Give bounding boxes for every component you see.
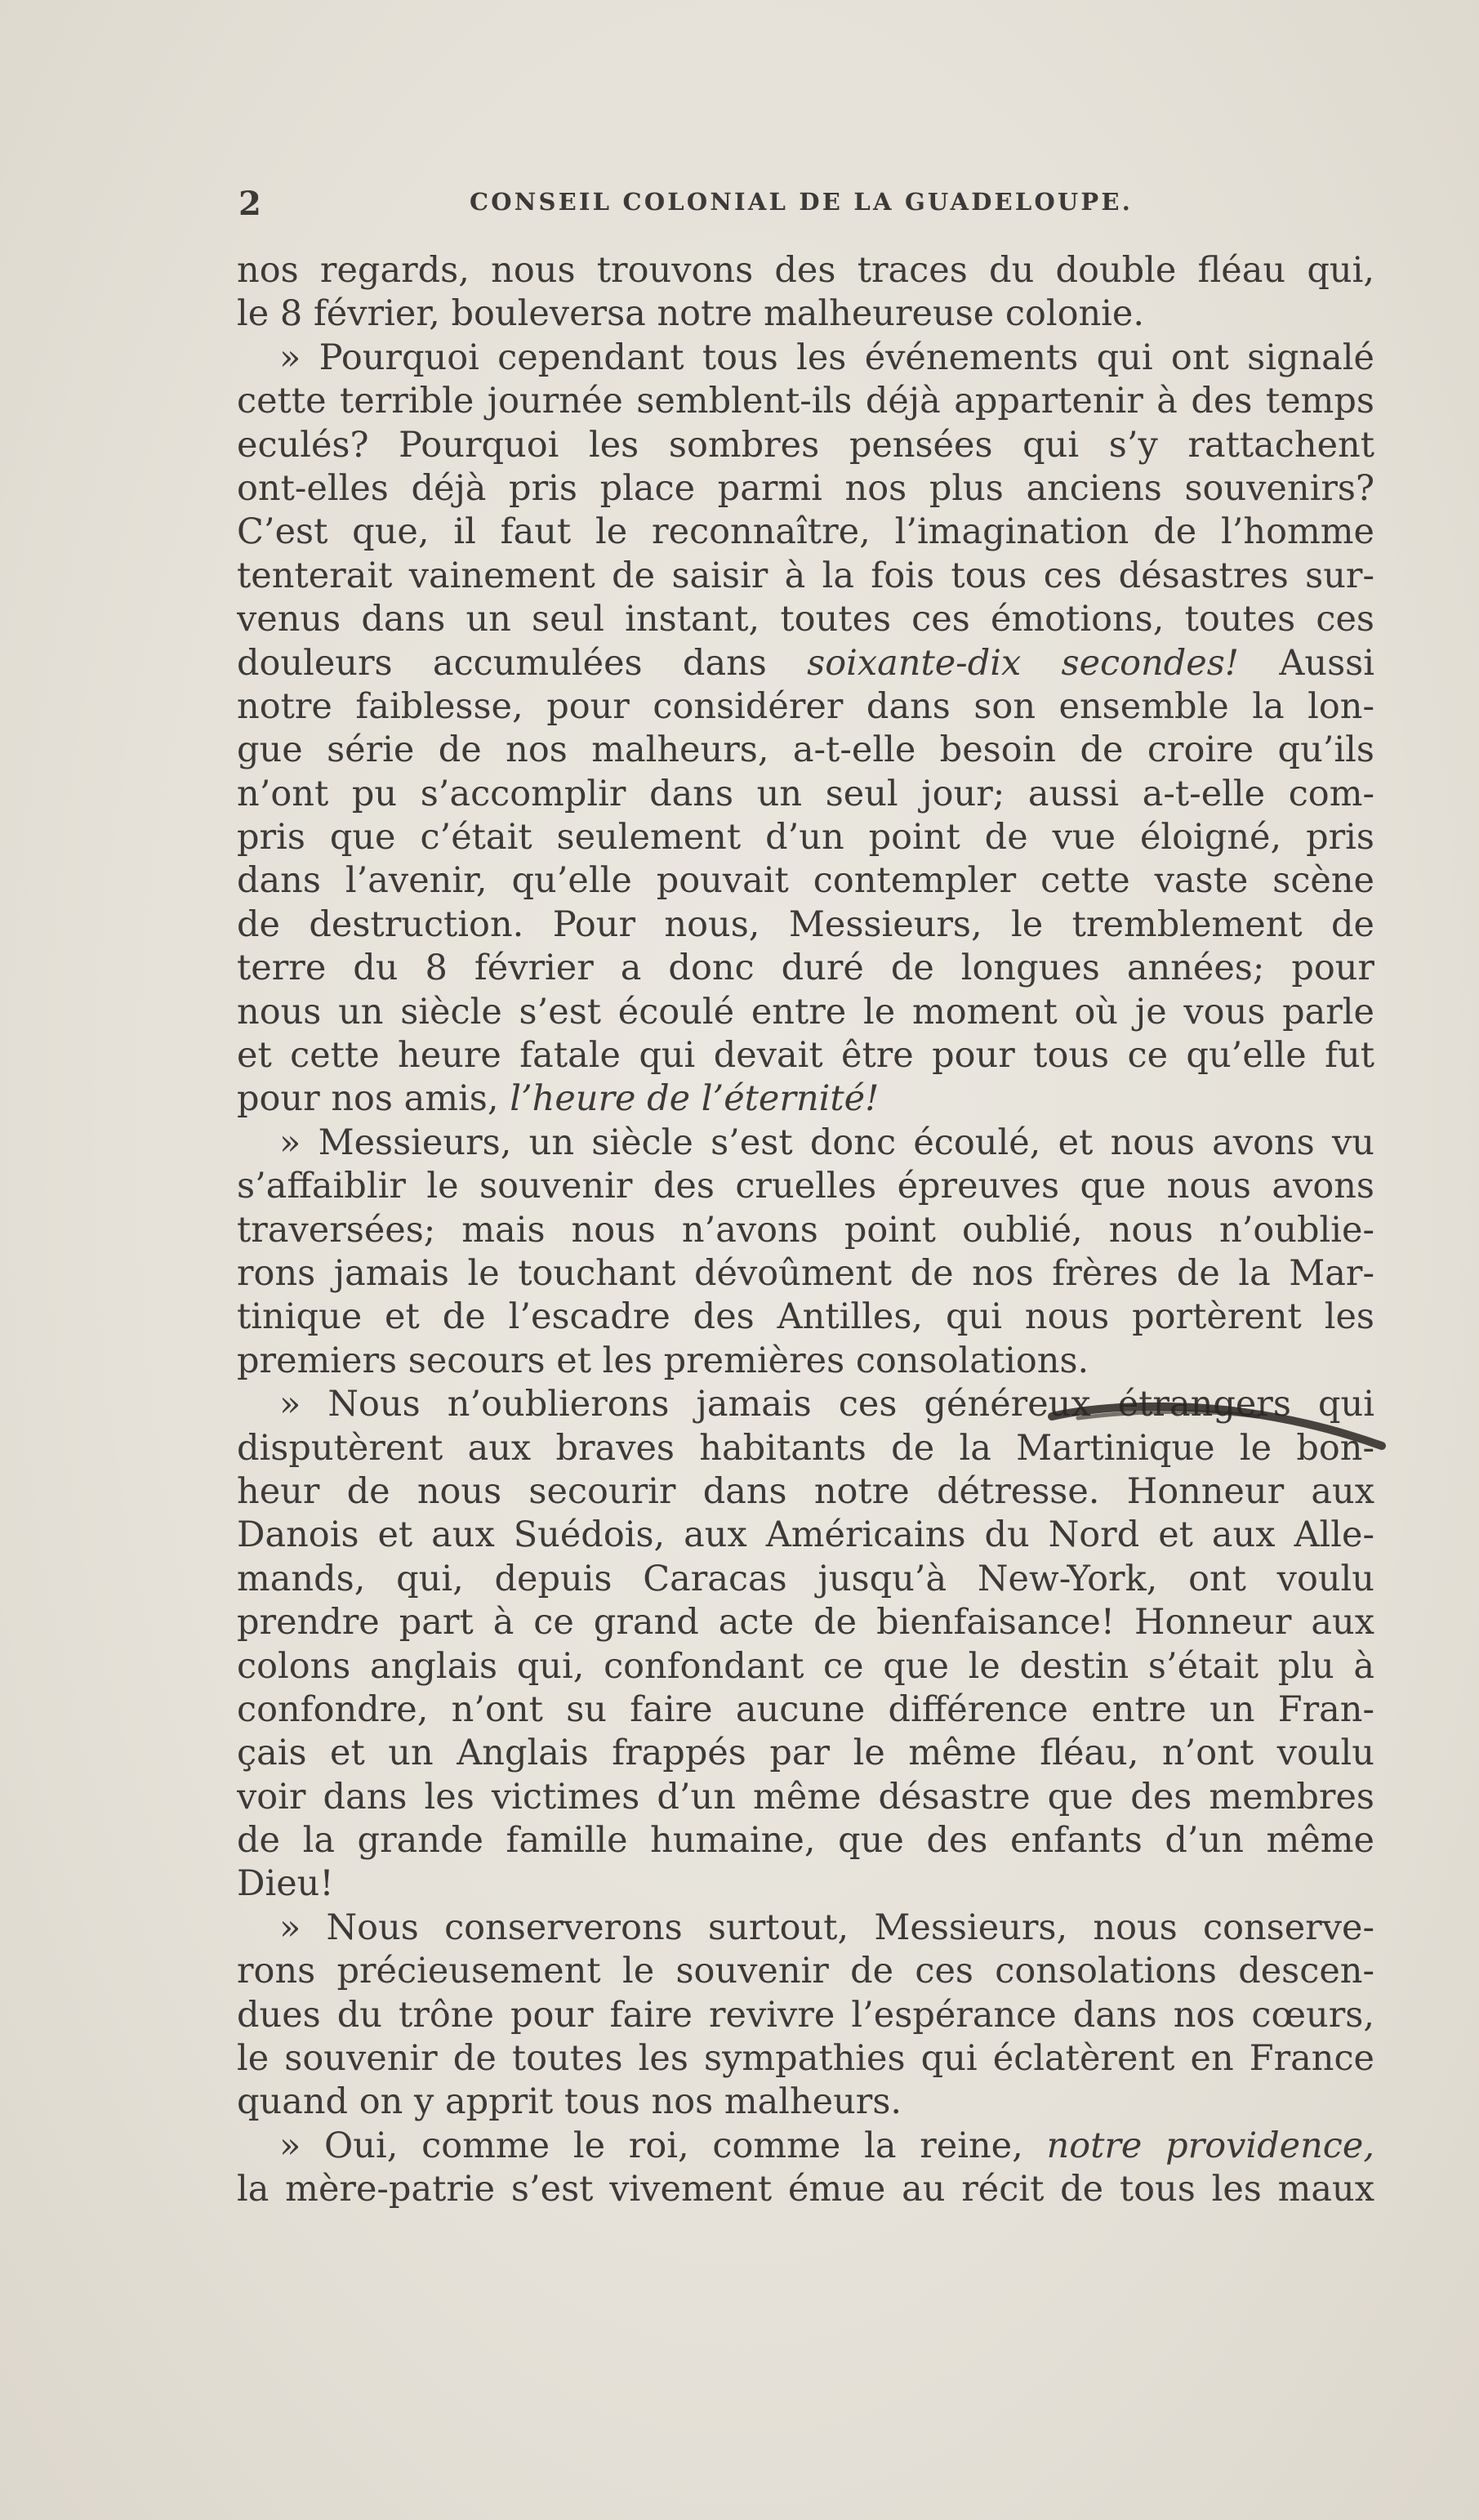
text-line [237,1077,1374,1121]
text-line: tenterait vainement de saisir à la fois tous ces désastres sur- [237,555,1374,596]
text-line: çais et un Anglais frappés par le même fléau, n’ont voulu [237,1733,1374,1774]
text-line: prendre part à ce grand acte de bienfaisance! Honneur aux [237,1602,1374,1644]
text-line [237,2125,1374,2168]
text-line: mands, qui, depuis Caracas jusqu’à New-York, ont voulu [237,1558,1374,1599]
text-line: Danois et aux Suédois, aux Américains du Nord et aux Alle- [237,1514,1374,1556]
text-line: s’affaiblir le souvenir des cruelles épreuves que nous avons [237,1166,1374,1207]
italic-emphasis: l’heure de l’éternité! [510,1078,880,1120]
text-line: confondre, n’ont su faire aucune différence entre un Fran- [237,1688,1374,1730]
text-segment: douleurs accumulées dans [237,642,808,684]
text-line [237,642,1374,685]
text-line: venus dans un seul instant, toutes ces émotions, toutes ces [237,599,1374,640]
text-line: rons précieusement le souvenir de ces consolations descen- [237,1951,1374,1992]
text-line: n’ont pu s’accomplir dans un seul jour; aussi a-t-elle com- [237,773,1374,814]
text-line: disputèrent aux braves habitants de la Martinique le bon- [237,1427,1374,1469]
italic-emphasis: notre providence, [1046,2125,1374,2166]
text-line: C’est que, il faut le reconnaître, l’imagination de l’homme [237,511,1374,553]
text-segment: » Oui, comme le roi, comme la reine, [279,2125,1047,2166]
text-line: rons jamais le touchant dévoûment de nos frères de la Mar- [237,1252,1374,1294]
text-line: la mère-patrie s’est vivement émue au récit de tous les maux [237,2169,1374,2210]
italic-emphasis: soixante-dix secondes! [807,642,1240,684]
text-line: et cette heure fatale qui devait être pour tous ce qu’elle fut [237,1035,1374,1077]
text-line: terre du 8 février a donc duré de longues années; pour [237,948,1374,989]
text-line: ont-elles déjà pris place parmi nos plus anciens souvenirs? [237,467,1374,509]
text-line: heur de nous secourir dans notre détresse. Honneur aux [237,1470,1374,1512]
text-line: eculés? Pourquoi les sombres pensées qui s’y rattachent [237,424,1374,466]
text-line: traversées; mais nous n’avons point oublié, nous n’oublie- [237,1209,1374,1251]
text-line: dans l’avenir, qu’elle pouvait contempler cette vaste scène [237,860,1374,902]
text-line: tinique et de l’escadre des Antilles, qui nous portèrent les [237,1296,1374,1338]
text-line: pris que c’était seulement d’un point de vue éloigné, pris [237,817,1374,859]
text-line: cette terrible journée semblent-ils déjà appartenir à des temps [237,381,1374,422]
text-line: le 8 février, bouleversa notre malheureuse colonie. [237,293,1145,335]
text-line: » Pourquoi cependant tous les événements qui ont signalé [279,337,1374,378]
text-line: colons anglais qui, confondant ce que le destin s’était plu à [237,1645,1374,1687]
text-line: voir dans les victimes d’un même désastre que des membres [237,1776,1374,1818]
page-header [238,181,1382,230]
text-line: le souvenir de toutes les sympathies qui éclatèrent en France [237,2038,1374,2080]
page-number: 2 [238,185,262,223]
text-line: » Messieurs, un siècle s’est donc écoulé, et nous avons vu [279,1122,1374,1163]
text-line: » Nous n’oublierons jamais ces généreux étrangers qui [279,1384,1374,1425]
text-line: gue série de nos malheurs, a-t-elle besoin de croire qu’ils [237,729,1374,771]
text-line: nous un siècle s’est écoulé entre le moment où je vous parle [237,991,1374,1033]
body-text [237,249,1374,2212]
text-line: nos regards, nous trouvons des traces du double fléau qui, [237,250,1374,291]
text-line: de la grande famille humaine, que des enfants d’un même [237,1820,1374,1862]
text-line: dues du trône pour faire revivre l’espérance dans nos cœurs, [237,1994,1374,2036]
text-segment: pour nos amis, [237,1078,510,1120]
text-line: notre faiblesse, pour considérer dans son ensemble la lon- [237,685,1374,727]
text-line: » Nous conserverons surtout, Messieurs, nous conserve- [279,1907,1374,1948]
text-line: quand on y apprit tous nos malheurs. [237,2081,902,2123]
running-head: CONSEIL COLONIAL DE LA GUADELOUPE. [470,188,1134,216]
text-segment: Aussi [1239,642,1374,684]
text-line: premiers secours et les premières consolations. [237,1340,1089,1381]
text-line: de destruction. Pour nous, Messieurs, le tremblement de [237,903,1374,945]
text-line: Dieu! [237,1863,334,1905]
